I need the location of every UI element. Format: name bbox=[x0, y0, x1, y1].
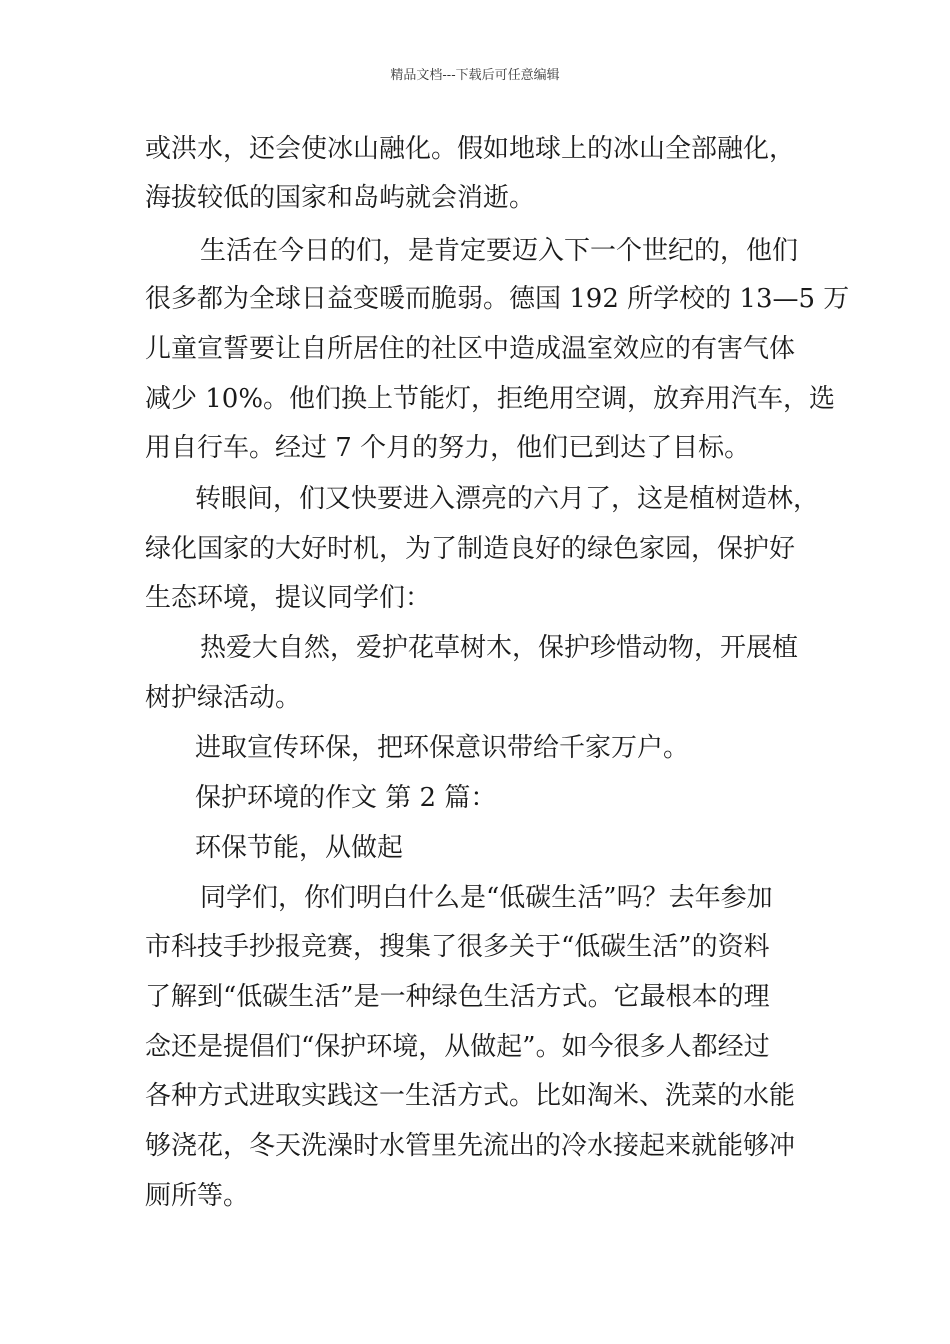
section-heading: 保护环境的作文 第 2 篇： bbox=[195, 783, 497, 813]
text-line: 生态环境，提议同学们： bbox=[145, 583, 432, 613]
text-line: 海拔较低的国家和岛屿就会消逝。 bbox=[145, 183, 536, 213]
text-line: 够浇花，冬天洗澡时水管里先流出的冷水接起来就能够冲 bbox=[145, 1131, 796, 1161]
text-line: 用自行车。经过 7 个月的努力，他们已到达了目标。 bbox=[145, 433, 751, 463]
text-line: 绿化国家的大好时机，为了制造良好的绿色家园，保护好 bbox=[145, 534, 796, 564]
article-title: 环保节能，从做起 bbox=[195, 833, 404, 863]
text-line: 念还是提倡们“保护环境，从做起”。如今很多人都经过 bbox=[145, 1032, 770, 1062]
text-line: 或洪水，还会使冰山融化。假如地球上的冰山全部融化， bbox=[145, 134, 796, 164]
text-line: 各种方式进取实践这一生活方式。比如淘米、洗菜的水能 bbox=[145, 1081, 796, 1111]
text-line: 树护绿活动。 bbox=[145, 683, 302, 713]
text-line: 同学们，你们明白什么是“低碳生活”吗？去年参加 bbox=[200, 883, 773, 913]
text-line: 进取宣传环保，把环保意识带给千家万户。 bbox=[195, 733, 690, 763]
text-line: 减少 10%。他们换上节能灯，拒绝用空调，放弃用汽车，选 bbox=[145, 384, 836, 414]
text-line: 市科技手抄报竞赛，搜集了很多关于“低碳生活”的资料 bbox=[145, 932, 770, 962]
text-line: 儿童宣誓要让自所居住的社区中造成温室效应的有害气体 bbox=[145, 334, 796, 364]
text-line: 转眼间，们又快要进入漂亮的六月了，这是植树造林， bbox=[195, 484, 820, 514]
page-header: 精品文档---下载后可任意编辑 bbox=[390, 68, 560, 83]
text-line: 热爱大自然，爱护花草树木，保护珍惜动物，开展植 bbox=[200, 633, 799, 663]
text-line: 厕所等。 bbox=[145, 1181, 250, 1211]
text-line: 生活在今日的们，是肯定要迈入下一个世纪的，他们 bbox=[200, 236, 799, 266]
text-line: 很多都为全球日益变暖而脆弱。德国 192 所学校的 13—5 万 bbox=[145, 284, 850, 314]
text-line: 了解到“低碳生活”是一种绿色生活方式。它最根本的理 bbox=[145, 982, 770, 1012]
